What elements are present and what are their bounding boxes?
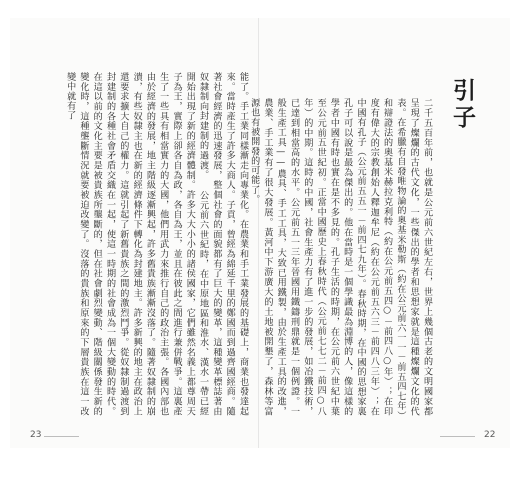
left-page-paragraph-3: 在這以前的文化主要是被貴族所壟斷的，但在社會劇烈變動、階級關係發生新的變化時，這種壟斷情況就要被迫改變了。沒落的貴族和原來的下層貴族在這一改變中就有了: [65, 72, 102, 416]
left-page-text: [24, 72, 249, 416]
chapter-title: 引子: [449, 78, 476, 132]
left-page-number: 23: [30, 430, 42, 440]
left-folio-rule: [44, 436, 79, 437]
right-folio-rule: [440, 436, 475, 437]
left-page-paragraph-2: 公元前六世紀時，在中原地區和淮水、漢水一帶已經開始出現了新的經濟體制。許多大大小小的諸侯國家，它們雖然名義上都尊周天子為王，實際上卻各自為政，各自為王，並且在彼此之間進行兼併戰爭。這裏產生了一些具有相當實力的大國，他們用武力來推行自己的政治主張。各國內部也由於經濟的發展，地主階級逐漸興起，許多舊貴族漸漸沒落了。隨著奴隸制的崩潰，有些奴隸主也在新的經濟條件下轉化為封建地主。許多新興的地主在政治上還要求擴大自己的權力。這就引起了新舊貴族之間的激烈鬥爭。從奴隸制過渡到封建制的各種社會矛盾交織在一起，使這一時期的社會成為一個大變動的時代。: [105, 72, 209, 416]
page-gutter: [258, 18, 259, 448]
left-page-paragraph-1: 能了。手工業同樣漸走向專業化。在農業和手工業發展的基礎上，商業也發達起來。當時產生了許多大商人。子貢，曾經為綿延千里的鄭國而到過齊國經商。隨著社會經濟的迅速發展，整個社會的面貌都有了巨大的變革，這種變革標誌著由奴隸制向封建制的過渡。: [198, 72, 248, 416]
right-page-paragraph-1: 二千五百年前，也就是公元前六世紀左右，世界上幾個古老的文明國家都呈現了燦爛的古代文化，一些傑出的學者和思想家就是這種燦爛文化的代表。在希臘有自發唯物論的奧基米勒斯（約在公元前六一一－前五四七年）和辯證法的奧基米赫拉克利特（約在公元前五四○－前四八○年）；在印度有偉大的宗教創始人釋迦牟尼（約在公元前五六三－前四八三年）；在中國有孔子（公元前五五一－前四七九年）。春秋時期，在中國的思想家裏孔子可以說是最為傑出的。他在當時是一個學識最為淵博的人，像這樣的學者中國有時也實在是不多見的。: [328, 98, 432, 416]
right-page-paragraph-2: 孔子生活的時期，在公元前六世紀中葉至公元前五世紀初。正當中國歷史上春秋時代（公元前七七二－前四○八年）的中期。這時的中國，社會生產力有了進一步的發展，如冶鐵技術，已達到相當高的水平。公元前五一三年晉國用鐵鑄刑鼎就是一個例證。一般生產工具——農具、手工工具，大致已用鐵製，由於生產工具的改進，農業、手工業有了很大發展。黃河中下游廣大的土地被開墾了，森林等富源也有被開發的可能了。: [249, 98, 339, 416]
right-page-number: 22: [484, 430, 496, 440]
right-page-text: [249, 98, 433, 416]
